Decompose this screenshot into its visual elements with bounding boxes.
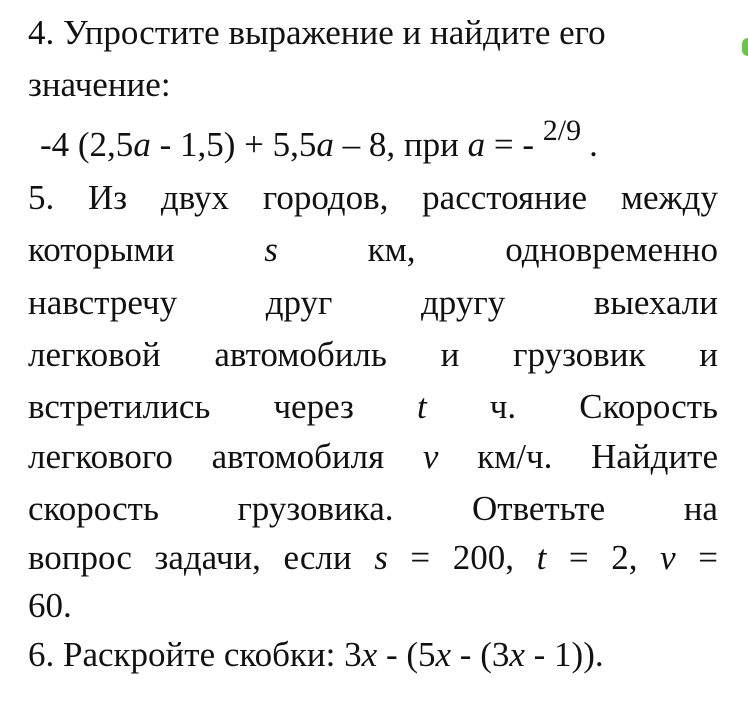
problem-5-line-4 — [28, 337, 718, 372]
word: другу — [421, 283, 506, 322]
expr-part: = - — [485, 125, 543, 164]
word: на — [683, 489, 718, 528]
problem-4-line-1: 4. Упростите выражение и найдите его — [28, 13, 606, 52]
expr-part: -4 (2,5 — [40, 125, 134, 164]
word: скорость — [28, 489, 159, 528]
word: км, — [367, 230, 416, 269]
text-segment: легкового автомобиля — [28, 437, 423, 476]
fraction-value: 2/9 — [542, 114, 582, 147]
problem-5-line-8 — [28, 540, 718, 575]
word: навстречу — [28, 283, 178, 322]
text-segment: вопрос задачи, если — [28, 538, 375, 577]
text-segment: 6. Раскройте скобки: 3 — [28, 635, 362, 674]
word: грузовика. — [237, 489, 394, 528]
problem-5-line-5 — [28, 389, 718, 424]
expr-part: - 1,5) + 5,5 — [150, 125, 317, 164]
scroll-indicator — [742, 38, 748, 56]
variable-v: v — [422, 437, 439, 476]
word: легковой — [28, 335, 161, 374]
word: одновременно — [505, 230, 718, 269]
word: автомобиль — [214, 335, 387, 374]
word: и — [699, 335, 718, 374]
line-content — [28, 540, 718, 575]
word: которыми — [28, 230, 175, 269]
word: через — [273, 387, 354, 426]
variable-s: s — [264, 230, 278, 269]
problem-5-line-2 — [28, 232, 718, 267]
word: выехали — [593, 283, 718, 322]
word: Ответьте — [472, 489, 606, 528]
word: и — [440, 335, 460, 374]
problem-5-line-1 — [28, 180, 718, 215]
variable-a: a — [133, 125, 151, 164]
text-segment: - (3 — [451, 635, 510, 674]
word: Скорость — [579, 387, 718, 426]
variable-v: v — [660, 538, 676, 577]
variable-a: a — [316, 125, 334, 164]
problem-4-line-2: значение: — [28, 65, 171, 104]
problem-5-line-9: 60. — [28, 586, 72, 625]
variable-a: a — [467, 125, 486, 164]
text-segment: = 2, — [546, 538, 661, 577]
text-segment: = — [675, 538, 718, 577]
problem-5-line-3 — [28, 285, 718, 320]
text-segment: км/ч. Найдите — [438, 437, 718, 476]
expr-end: . — [589, 125, 598, 164]
problem-5-line-6 — [28, 439, 718, 474]
variable-x: x — [361, 635, 378, 674]
problem-6-line — [28, 637, 718, 672]
problem-4-expression — [40, 114, 730, 164]
word: грузовик — [513, 335, 646, 374]
text-segment: 5. Из двух городов, расстояние между — [28, 178, 718, 217]
text-segment: - (5 — [377, 635, 436, 674]
problem-5-line-7 — [28, 491, 718, 526]
variable-t: t — [416, 387, 427, 426]
word: встретились — [28, 387, 211, 426]
word: друг — [265, 283, 333, 322]
word: ч. — [489, 387, 517, 426]
variable-t: t — [536, 538, 547, 577]
line-content — [28, 439, 718, 474]
variable-x: x — [509, 635, 525, 674]
text-segment: - 1)). — [524, 635, 604, 674]
variable-s: s — [374, 538, 388, 577]
text-segment: = 200, — [387, 538, 537, 577]
expr-part: – 8, при — [333, 125, 468, 164]
variable-x: x — [435, 635, 452, 674]
